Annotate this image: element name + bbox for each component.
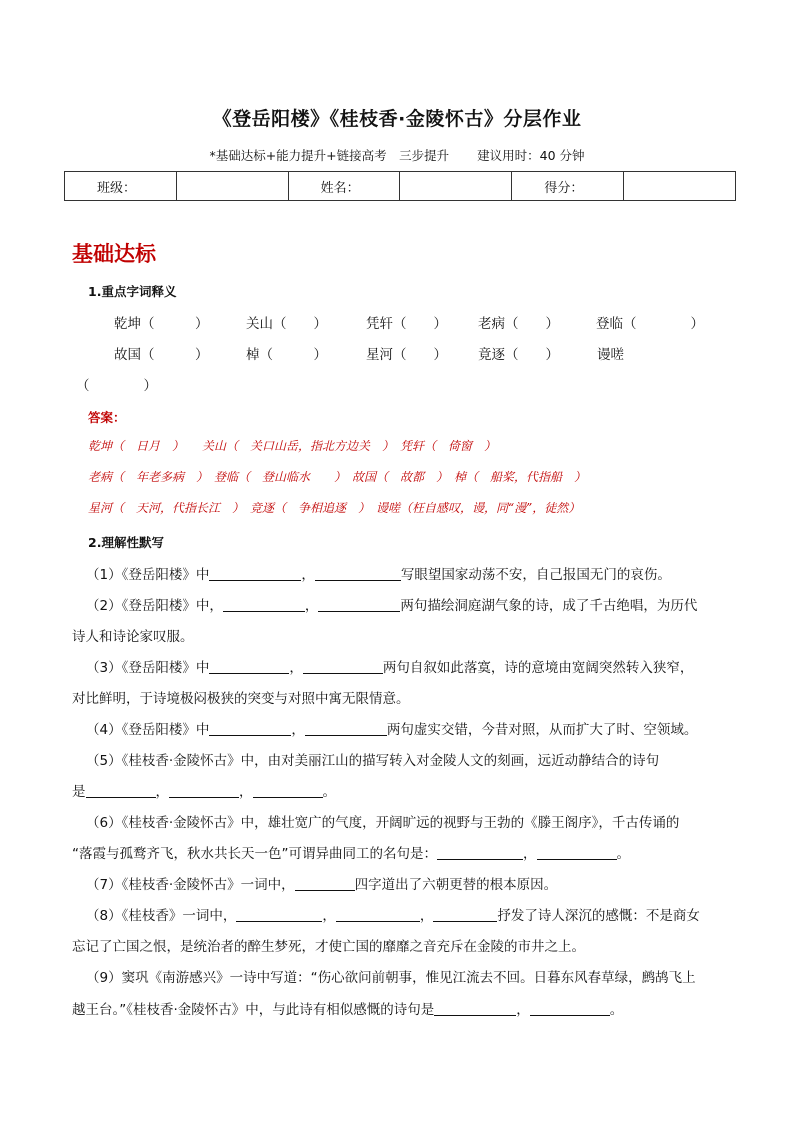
- question-5-cont: 是 ， ， 。: [72, 784, 336, 800]
- question-6: （6）《桂枝香·金陵怀古》中，雄壮宽广的气度，开阔旷远的视野与王勃的《滕王阁序》，千古传诵的: [86, 815, 680, 831]
- q2-heading: 2.理解性默写: [88, 535, 164, 550]
- answer-blank[interactable]: [209, 566, 301, 581]
- vocab-item: 故国（ ）: [114, 347, 209, 363]
- vocab-row-3: [0, 374, 794, 396]
- student-info-table: [64, 171, 736, 201]
- vocab-item: 竟逐（ ）: [478, 347, 559, 363]
- vocab-item: 谩嗟: [597, 347, 624, 363]
- answer-blank[interactable]: [530, 1001, 610, 1016]
- name-label: 姓名：: [288, 172, 400, 201]
- vocab-row-2: [0, 343, 794, 365]
- answer-label: 答案：: [88, 410, 126, 425]
- answer-blank[interactable]: [209, 659, 289, 674]
- answer-blank[interactable]: [537, 845, 617, 860]
- answer-blank[interactable]: [209, 721, 291, 736]
- answer-blank[interactable]: [315, 566, 401, 581]
- name-field[interactable]: [400, 172, 512, 201]
- answer-blank[interactable]: [437, 845, 523, 860]
- section-title: 基础达标: [72, 241, 156, 266]
- subtitle-time: 建议用时：40 分钟: [477, 148, 585, 163]
- vocab-item: 乾坤（ ）: [114, 316, 209, 332]
- answer-line: 星河（ 天河，代指长江 ） 竞逐（ 争相追逐 ） 谩嗟（枉自感叹，谩，同“漫”，徒然）: [88, 501, 581, 515]
- subtitle-steps: *基础达标+能力提升+链接高考 三步提升: [209, 148, 450, 163]
- vocab-row-1: [0, 312, 794, 334]
- answer-blank[interactable]: [295, 876, 355, 891]
- question-3: （3）《登岳阳楼》中 ， 两句自叙如此落寞，诗的意境由宽阔突然转入狭窄，: [86, 660, 694, 676]
- vocab-item: （ ）: [76, 378, 157, 394]
- answer-blank[interactable]: [433, 907, 497, 922]
- answer-blank[interactable]: [169, 783, 239, 798]
- class-field[interactable]: [176, 172, 288, 201]
- question-7: （7）《桂枝香·金陵怀古》一词中， 四字道出了六朝更替的根本原因。: [86, 877, 558, 893]
- vocab-item: 凭轩（ ）: [366, 316, 447, 332]
- vocab-item: 棹（ ）: [246, 347, 327, 363]
- question-5: （5）《桂枝香·金陵怀古》中，由对美丽江山的描写转入对金陵人文的刻画，远近动静结合的诗句: [86, 753, 660, 769]
- score-label: 得分：: [512, 172, 624, 201]
- question-2: （2）《登岳阳楼》中， ， 两句描绘洞庭湖气象的诗，成了千古绝唱，为历代: [86, 598, 698, 614]
- question-4: （4）《登岳阳楼》中 ， 两句虚实交错，今昔对照，从而扩大了时、空领域。: [86, 722, 698, 738]
- answer-blank[interactable]: [305, 721, 387, 736]
- answer-blank[interactable]: [236, 907, 322, 922]
- question-1: （1）《登岳阳楼》中 ， 写眼望国家动荡不安，自己报国无门的哀伤。: [86, 567, 671, 583]
- vocab-item: 关山（ ）: [246, 316, 327, 332]
- answer-blank[interactable]: [223, 597, 305, 612]
- question-8: （8）《桂枝香》一词中， ， ， 抒发了诗人深沉的感慨：不是商女: [86, 908, 700, 924]
- answer-blank[interactable]: [253, 783, 323, 798]
- question-2-cont: 诗人和诗论家叹服。: [72, 629, 194, 645]
- answer-blank[interactable]: [336, 907, 420, 922]
- question-9-cont: 越王台。”《桂枝香·金陵怀古》中，与此诗有相似感慨的诗句是 ， 。: [72, 1002, 624, 1018]
- question-8-cont: 忘记了亡国之恨，是统治者的醉生梦死，才使亡国的靡靡之音充斥在金陵的市井之上。: [72, 939, 585, 955]
- answer-blank[interactable]: [86, 783, 156, 798]
- score-field[interactable]: [624, 172, 736, 201]
- answer-blank[interactable]: [318, 597, 400, 612]
- question-6-cont: “落霞与孤鹜齐飞，秋水共长天一色”可谓异曲同工的名句是： ， 。: [72, 846, 630, 862]
- page-title: 《登岳阳楼》《桂枝香·金陵怀古》分层作业: [212, 108, 582, 130]
- answer-blank[interactable]: [303, 659, 383, 674]
- class-label: 班级：: [65, 172, 177, 201]
- question-9: （9）窦巩《南游感兴》一诗中写道：“伤心欲问前朝事，惟见江流去不回。日暮东风春草绿，鹧鸪飞上: [86, 970, 696, 986]
- question-3-cont: 对比鲜明，于诗境极闷极狭的突变与对照中寓无限情意。: [72, 691, 410, 707]
- answer-blank[interactable]: [434, 1001, 516, 1016]
- subtitle: [0, 146, 794, 164]
- q1-heading: 1.重点字词释义: [88, 284, 177, 299]
- answer-line: 老病（ 年老多病 ） 登临（ 登山临水 ） 故国（ 故都 ） 棹（ 船桨，代指船 ）: [88, 470, 587, 484]
- vocab-item: 星河（ ）: [366, 347, 447, 363]
- answer-line: 乾坤（ 日月 ） 关山（ 关口山岳，指北方边关 ） 凭轩（ 倚窗 ）: [88, 439, 497, 453]
- vocab-item: 老病（ ）: [478, 316, 559, 332]
- vocab-item: 登临（ ）: [596, 316, 704, 332]
